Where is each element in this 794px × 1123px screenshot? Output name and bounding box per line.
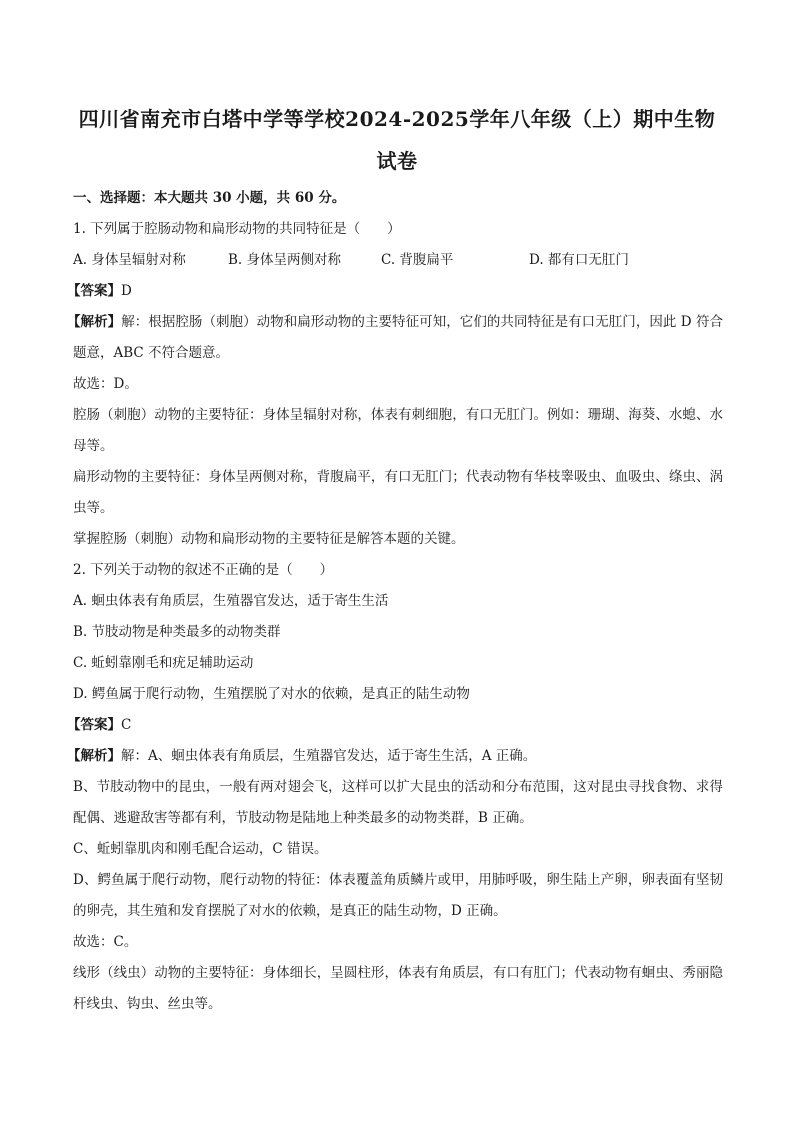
document-body xyxy=(67,183,724,1020)
q1-option-b: B. 身体呈两侧对称 xyxy=(228,252,342,268)
q1-options xyxy=(73,245,723,276)
q1-option-a: A. 身体呈辐射对称 xyxy=(73,252,186,268)
q2-analysis-tag: 【解析】 xyxy=(67,748,121,764)
q1-analysis-text: 解：根据腔肠（刺胞）动物和扁形动物的主要特征可知，它们的共同特征是有口无肛门，因此 D 符合题意，ABC 不符合题意。 xyxy=(73,314,724,361)
q2-option-b: B. 节肢动物是种类最多的动物类群 xyxy=(73,624,281,640)
q2-conclusion: 故选：C。 xyxy=(73,934,138,950)
q2-analysis-d: D、鳄鱼属于爬行动物，爬行动物的特征：体表覆盖角质鳞片或甲，用肺呼吸，卵生陆上产卵，卵表面有坚韧的卵壳，其生殖和发育摆脱了对水的依赖，是真正的陆生动物，D 正确。 xyxy=(73,872,723,919)
q1-analysis-tag: 【解析】 xyxy=(67,314,122,330)
q2-option-c: C. 蚯蚓靠刚毛和疣足辅助运动 xyxy=(73,655,254,671)
title-line-2: 试卷 xyxy=(376,149,418,173)
q1-option-d: D. 都有口无肛门 xyxy=(529,252,629,268)
q2-note-1: 线形（线虫）动物的主要特征：身体细长，呈圆柱形，体表有角质层，有口有肛门；代表动物有蛔虫、秀丽隐杆线虫、钩虫、丝虫等。 xyxy=(73,965,723,1012)
q1-option-c: C. 背腹扁平 xyxy=(381,252,454,268)
document-title xyxy=(60,98,734,182)
title-line-1: 四川省南充市白塔中学等学校2024-2025学年八年级（上）期中生物 xyxy=(78,107,716,131)
q2-analysis-text: 解：A、蛔虫体表有角质层，生殖器官发达，适于寄生生活，A 正确。 xyxy=(121,748,537,764)
q1-stem: 1. 下列属于腔肠动物和扁形动物的共同特征是（ ） xyxy=(73,221,401,237)
section-heading: 一、选择题：本大题共 30 小题，共 60 分。 xyxy=(73,190,346,206)
q2-answer-tag: 【答案】 xyxy=(67,717,121,733)
q2-answer-value: C xyxy=(121,717,132,733)
q1-note-3: 掌握腔肠（刺胞）动物和扁形动物的主要特征是解答本题的关键。 xyxy=(73,531,465,547)
q1-answer-value: D xyxy=(121,283,132,299)
q2-option-d: D. 鳄鱼属于爬行动物，生殖摆脱了对水的依赖，是真正的陆生动物 xyxy=(73,686,470,702)
q1-note-2: 扁形动物的主要特征：身体呈两侧对称，背腹扁平，有口无肛门；代表动物有华枝睾吸虫、血吸虫、绦虫、涡虫等。 xyxy=(73,469,723,516)
q2-stem: 2. 下列关于动物的叙述不正确的是（ ） xyxy=(73,562,334,578)
q2-analysis-c: C、蚯蚓靠肌肉和刚毛配合运动，C 错误。 xyxy=(73,841,328,857)
q1-analysis xyxy=(67,307,724,369)
q1-note-1: 腔肠（刺胞）动物的主要特征：身体呈辐射对称，体表有刺细胞，有口无肛门。例如：珊瑚、海葵、水螅、水母等。 xyxy=(73,407,723,454)
q1-conclusion: 故选：D。 xyxy=(73,376,138,392)
q2-analysis-b: B、节肢动物中的昆虫，一般有两对翅会飞，这样可以扩大昆虫的活动和分布范围，这对昆虫寻找食物、求得配偶、逃避敌害等都有利，节肢动物是陆地上种类最多的动物类群，B 正确。 xyxy=(73,779,723,826)
q2-answer xyxy=(67,710,723,741)
q2-analysis xyxy=(67,741,723,772)
q1-answer-tag: 【答案】 xyxy=(67,283,121,299)
q1-answer xyxy=(67,276,723,307)
q2-option-a: A. 蛔虫体表有角质层，生殖器官发达，适于寄生生活 xyxy=(73,593,389,609)
